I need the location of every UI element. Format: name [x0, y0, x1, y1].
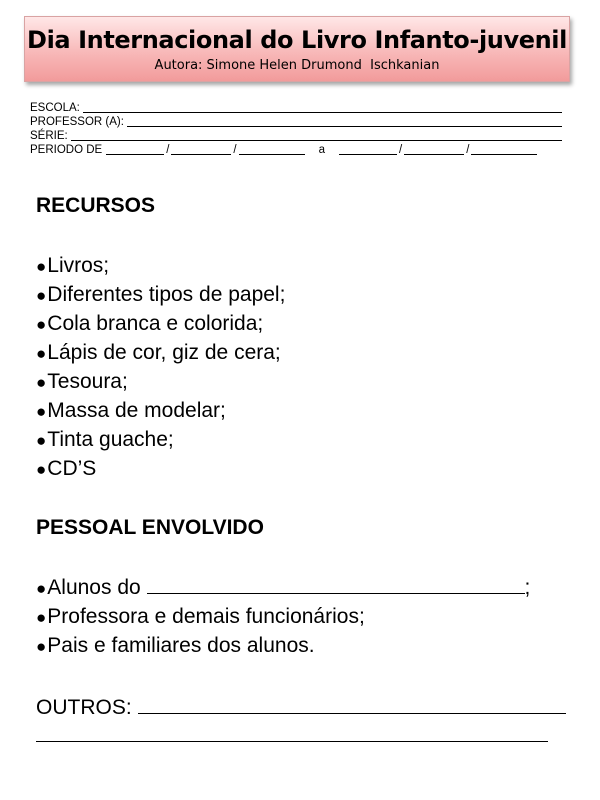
- bullet-icon: ●: [36, 402, 47, 421]
- list-item-text: Diferentes tipos de papel;: [47, 283, 286, 306]
- alunos-suffix: ;: [524, 576, 531, 599]
- periodo-a-label: a: [318, 144, 326, 156]
- bullet-icon: ●: [36, 608, 47, 627]
- serie-field[interactable]: [71, 140, 562, 141]
- periodo-end-month-field[interactable]: [404, 153, 464, 155]
- outros-row: [36, 690, 566, 720]
- list-item-text: Professora e demais funcionários;: [47, 605, 365, 628]
- recursos-list: [36, 251, 566, 483]
- date-slash: /: [399, 144, 403, 156]
- list-item-text: Pais e familiares dos alunos.: [47, 634, 315, 657]
- periodo-row: [30, 143, 562, 157]
- periodo-label: PERIODO DE: [30, 144, 103, 156]
- bullet-icon: ●: [36, 373, 47, 392]
- author-credit: Autora: Simone Helen Drumond Ischkanian: [154, 58, 440, 73]
- professor-row: [30, 115, 562, 129]
- document-body: [36, 191, 566, 742]
- list-item: [36, 396, 566, 425]
- date-slash: /: [166, 144, 170, 156]
- school-info-form: [30, 101, 562, 157]
- bullet-icon: ●: [36, 431, 47, 450]
- bullet-icon: ●: [36, 257, 47, 276]
- alunos-label: Alunos do: [47, 576, 141, 599]
- list-item-alunos: [36, 573, 566, 602]
- list-item: [36, 631, 566, 660]
- title-banner: [24, 16, 570, 82]
- escola-row: [30, 101, 562, 115]
- list-item: [36, 309, 566, 338]
- list-item-text: Massa de modelar;: [47, 399, 226, 422]
- alunos-field[interactable]: [147, 592, 525, 594]
- professor-field[interactable]: [127, 126, 562, 127]
- outros-label: OUTROS:: [36, 696, 132, 719]
- periodo-start-day-field[interactable]: [106, 153, 164, 155]
- serie-label: SÉRIE:: [30, 130, 68, 142]
- bullet-icon: ●: [36, 637, 47, 656]
- bullet-icon: ●: [36, 286, 47, 305]
- outros-field-line-2[interactable]: [36, 741, 548, 742]
- periodo-start-year-field[interactable]: [239, 153, 305, 155]
- list-item: [36, 602, 566, 631]
- recursos-heading: RECURSOS: [36, 194, 156, 217]
- bullet-icon: ●: [36, 460, 47, 479]
- list-item-text: CD’S: [47, 457, 97, 480]
- date-slash: /: [233, 144, 237, 156]
- bullet-icon: ●: [36, 315, 47, 334]
- periodo-start-month-field[interactable]: [171, 153, 231, 155]
- periodo-end-year-field[interactable]: [471, 153, 537, 155]
- document-title: Dia Internacional do Livro Infanto-juvenil: [27, 26, 567, 54]
- pessoal-list: [36, 602, 566, 660]
- list-item: [36, 338, 566, 367]
- list-item-text: Tesoura;: [47, 370, 128, 393]
- list-item: [36, 280, 566, 309]
- list-item: [36, 454, 566, 483]
- periodo-end-day-field[interactable]: [339, 153, 397, 155]
- bullet-icon: ●: [36, 579, 47, 598]
- escola-field[interactable]: [83, 112, 562, 113]
- list-item-text: Lápis de cor, giz de cera;: [47, 341, 281, 364]
- list-item-text: Cola branca e colorida;: [47, 312, 264, 335]
- outros-field[interactable]: [138, 713, 566, 714]
- professor-label: PROFESSOR (A):: [30, 116, 124, 128]
- date-slash: /: [466, 144, 470, 156]
- serie-row: [30, 129, 562, 143]
- bullet-icon: ●: [36, 344, 47, 363]
- list-item-text: Tinta guache;: [47, 428, 174, 451]
- escola-label: ESCOLA:: [30, 102, 80, 114]
- list-item: [36, 425, 566, 454]
- list-item: [36, 367, 566, 396]
- list-item-text: Livros;: [47, 254, 110, 277]
- list-item: [36, 251, 566, 280]
- pessoal-heading: PESSOAL ENVOLVIDO: [36, 516, 264, 539]
